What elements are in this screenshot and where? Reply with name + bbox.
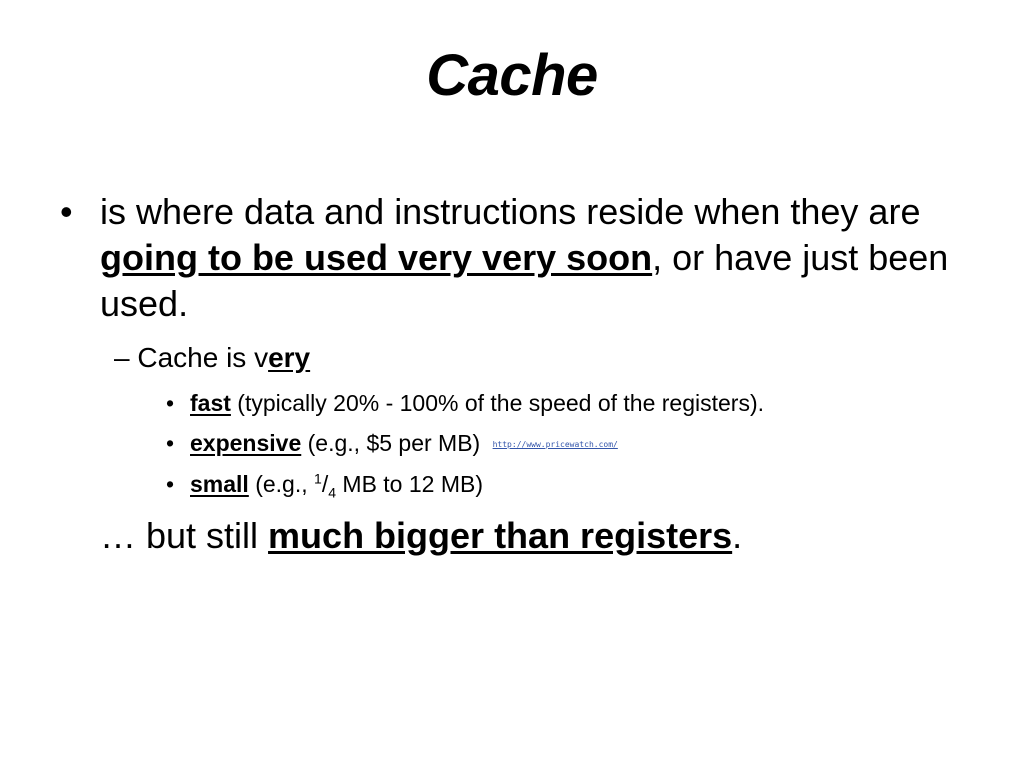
- point2-text-a: … but still: [100, 515, 269, 556]
- fraction-quarter: [314, 470, 337, 501]
- list-item-text: [190, 388, 764, 418]
- pricewatch-link[interactable]: http://www.pricewatch.com/: [492, 439, 618, 449]
- item-text-b: MB to 12 MB): [336, 471, 483, 497]
- dash-icon: –: [114, 342, 130, 373]
- point1-emphasis: going to be used very very soon: [100, 237, 653, 278]
- item-emphasis: small: [190, 471, 249, 497]
- sub1-emphasis: ery: [268, 342, 311, 373]
- point2-text-b: .: [732, 515, 743, 556]
- main-bullet-text: [100, 189, 960, 327]
- point1-text-b: , or have just been used.: [100, 237, 949, 324]
- list-item-fast: [166, 388, 764, 418]
- fraction-numerator: 1: [314, 470, 322, 487]
- fraction-denominator: 4: [328, 484, 337, 501]
- bullet-icon: •: [166, 390, 175, 416]
- sub1-text-a: Cache is: [137, 342, 255, 373]
- main-bullet-point: [60, 189, 960, 327]
- fraction-slash: /: [321, 471, 329, 497]
- point2-emphasis: much bigger than registers: [268, 515, 733, 556]
- item-text: (typically 20% - 100% of the speed of the registers).: [230, 390, 765, 416]
- list-item-text: [190, 469, 483, 499]
- item-text: (e.g., $5 per MB): [301, 430, 487, 456]
- sub1-text-v: v: [254, 342, 269, 373]
- item-emphasis: fast: [190, 390, 231, 416]
- list-item-expensive: [166, 428, 618, 460]
- list-item-small: [166, 469, 483, 499]
- list-item-text: [190, 428, 618, 460]
- item-emphasis: expensive: [190, 430, 302, 456]
- bullet-icon: •: [166, 430, 175, 456]
- slide-title: Cache: [426, 43, 598, 108]
- point1-text-a: is where data and instructions reside when they are: [100, 191, 921, 232]
- bullet-icon: •: [166, 471, 175, 497]
- closing-point: [100, 513, 742, 559]
- sub-point-cache-is-very: [114, 340, 310, 376]
- bullet-icon: •: [60, 191, 73, 232]
- item-text-a: (e.g.,: [248, 471, 315, 497]
